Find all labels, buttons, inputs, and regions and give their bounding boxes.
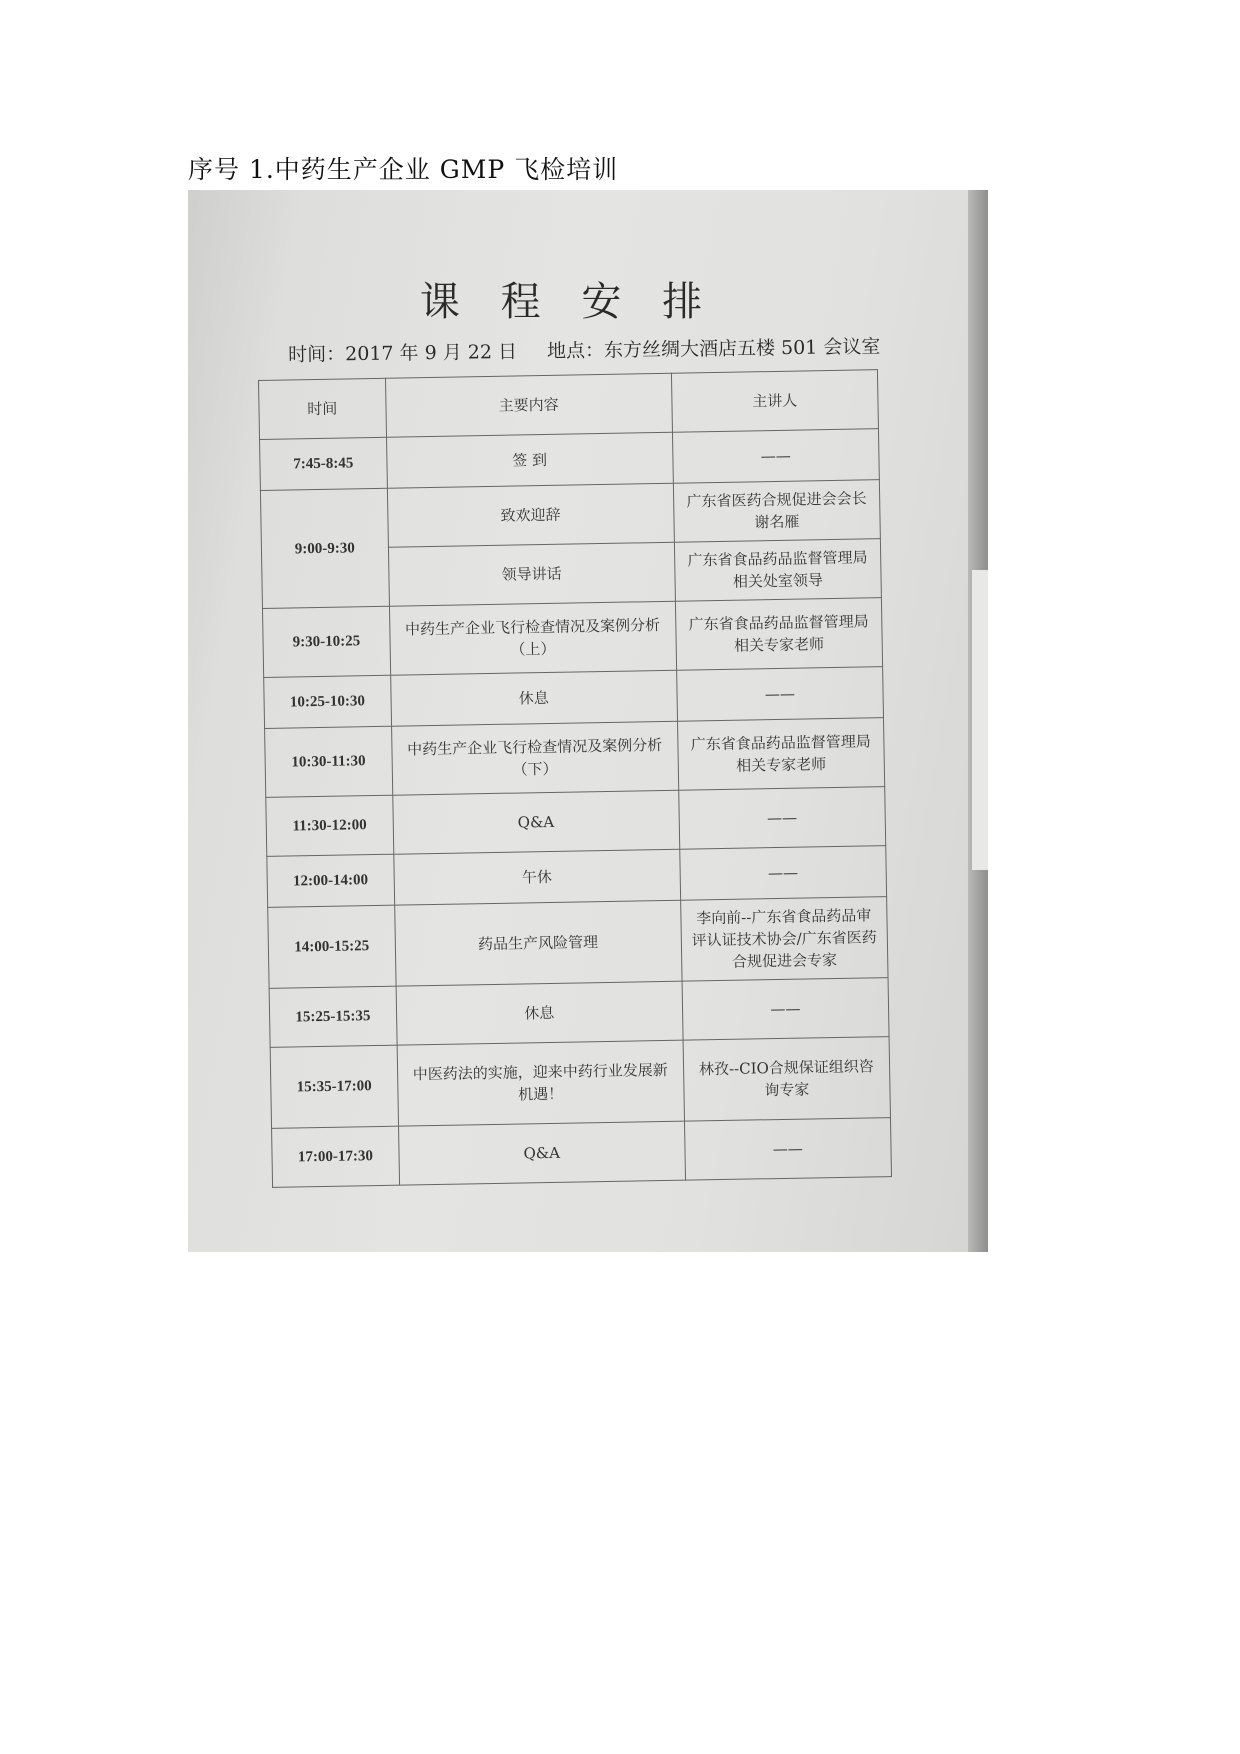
row-content: Q&A <box>398 1121 685 1185</box>
row-time: 14:00-15:25 <box>268 905 396 988</box>
row-content: Q&A <box>392 790 679 854</box>
event-info <box>288 332 881 367</box>
table-row <box>266 787 886 857</box>
row-time: 9:00-9:30 <box>260 488 389 608</box>
photo-background-edge <box>968 190 988 1252</box>
table-row <box>270 1037 890 1129</box>
header-speaker: 主讲人 <box>671 370 878 433</box>
row-content: 休息 <box>396 981 683 1045</box>
row-speaker: 广东省食品药品监督管理局相关专家老师 <box>675 598 882 671</box>
table-row <box>269 978 889 1048</box>
row-content: 中药生产企业飞行检查情况及案例分析（下） <box>391 721 678 795</box>
row-speaker: 林孜--CIO合规保证组织咨询专家 <box>683 1037 891 1122</box>
row-content: 药品生产风险管理 <box>394 900 681 986</box>
row-speaker: —— <box>679 846 886 901</box>
table-row <box>272 1118 892 1188</box>
table-row <box>262 598 882 678</box>
row-speaker: —— <box>682 978 889 1041</box>
row-time: 10:30-11:30 <box>265 726 393 797</box>
header-time: 时间 <box>259 378 387 439</box>
row-content: 签 到 <box>386 432 673 488</box>
table-row <box>265 718 885 798</box>
event-time: 时间：2017 年 9 月 22 日 <box>288 340 518 366</box>
row-content: 中药生产企业飞行检查情况及案例分析（上） <box>389 601 676 675</box>
row-time: 12:00-14:00 <box>267 854 395 907</box>
row-speaker: —— <box>672 429 879 484</box>
header-content: 主要内容 <box>385 373 672 437</box>
row-time: 10:25-10:30 <box>264 675 392 728</box>
row-speaker: 李向前--广东省食品药品审评认证技术协会/广东省医药合规促进会专家 <box>680 897 888 982</box>
event-location: 地点：东方丝绸大酒店五楼 501 会议室 <box>546 335 881 363</box>
row-content: 中医药法的实施，迎来中药行业发展新机遇！ <box>397 1040 684 1126</box>
row-time: 7:45-8:45 <box>260 437 388 490</box>
row-content: 午休 <box>393 849 680 905</box>
schedule-photo <box>188 190 988 1252</box>
row-time: 15:25-15:35 <box>269 986 397 1047</box>
row-content: 致欢迎辞 <box>387 483 674 547</box>
table-header-row <box>259 370 879 440</box>
row-speaker: —— <box>676 667 883 722</box>
row-time: 15:35-17:00 <box>270 1045 398 1128</box>
row-content: 领导讲话 <box>388 542 675 606</box>
row-time: 11:30-12:00 <box>266 795 394 856</box>
table-row <box>268 897 888 989</box>
row-speaker: —— <box>678 787 885 850</box>
row-speaker: 广东省医药合规促进会会长谢名雁 <box>673 480 880 543</box>
row-speaker: 广东省食品药品监督管理局相关处室领导 <box>674 539 881 602</box>
schedule-sheet <box>218 230 918 1230</box>
document-heading: 序号 1.中药生产企业 GMP 飞检培训 <box>188 155 619 184</box>
row-time: 17:00-17:30 <box>272 1126 400 1187</box>
row-speaker: 广东省食品药品监督管理局相关专家老师 <box>677 718 884 791</box>
schedule-table <box>258 369 892 1188</box>
table-row <box>260 480 880 550</box>
sheet-title: 课 程 安 排 <box>419 279 717 325</box>
row-content: 休息 <box>390 670 677 726</box>
row-speaker: —— <box>684 1118 891 1181</box>
row-time: 9:30-10:25 <box>262 606 390 677</box>
